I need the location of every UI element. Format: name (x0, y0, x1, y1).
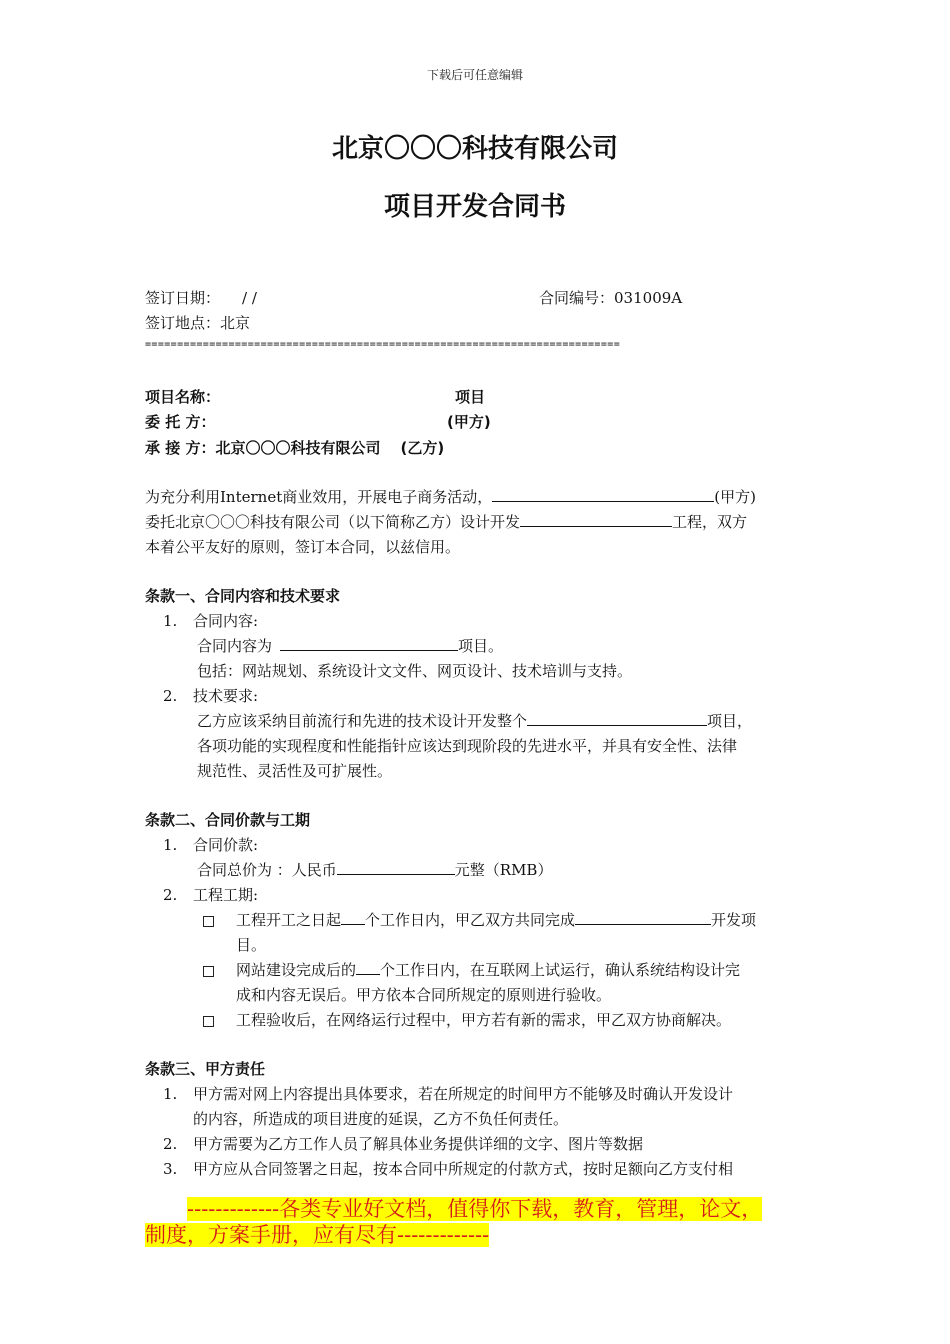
clause-1-heading: 条款一、合同内容和技术要求 (145, 587, 341, 605)
promo-text: -------------各类专业好文档，值得你下载，教育，管理，论文， (187, 1197, 763, 1221)
text-segment: 工程开工之日起 (236, 911, 342, 929)
item-number: 3. (163, 1160, 178, 1178)
clause-1-item-2-line-1 (197, 710, 752, 732)
blank-days (341, 909, 365, 925)
blank-client-name (492, 486, 714, 502)
contract-number (539, 287, 682, 309)
text-segment: 个工作日内，在互联网上试运行，确认系统结构设计完 (380, 961, 741, 979)
clause-2-item-1 (163, 834, 258, 856)
contract-title: 项目开发合同书 (383, 192, 566, 222)
intro-line-3: 本着公平友好的原则，签订本合同，以兹信用。 (145, 538, 461, 556)
sign-date (145, 287, 257, 309)
checkbox-square-icon (203, 1016, 214, 1027)
intro-line-1 (145, 486, 756, 508)
promo-line-1 (187, 1196, 762, 1222)
clause-2-bullet-2 (203, 959, 214, 981)
client-label: 委 托 方： (145, 413, 216, 431)
client-suffix: (甲方) (447, 413, 491, 431)
contract-no-label: 合同编号： (539, 289, 615, 307)
clause-2-bullet-1-line-1 (236, 909, 756, 931)
text-segment: 个工作日内，甲乙双方共同完成 (365, 911, 576, 929)
clause-1-item-1-line-2: 包括：网站规划、系统设计文文件、网页设计、技术培训与支持。 (197, 662, 633, 680)
clause-3-heading: 条款三、甲方责任 (145, 1060, 266, 1078)
sign-date-label: 签订日期： (145, 289, 221, 307)
sign-place-label: 签订地点： (145, 314, 221, 332)
clause-3-item-3 (163, 1158, 733, 1180)
blank-content (280, 635, 458, 651)
text-segment: 甲方需对网上内容提出具体要求，若在所规定的时间甲方不能够及时确认开发设计 (193, 1085, 734, 1103)
item-title: 工程工期: (193, 886, 259, 904)
intro-text-1a: 为充分利用Internet商业效用，开展电子商务活动， (145, 488, 493, 506)
header-note: 下载后可任意编辑 (426, 68, 523, 82)
item-number: 2. (163, 886, 178, 904)
intro-text-2b: 工程，双方 (672, 513, 748, 531)
text-segment: 合同内容为 (197, 637, 273, 655)
clause-2-heading: 条款二、合同价款与工期 (145, 811, 311, 829)
text-segment: 项目， (707, 712, 753, 730)
checkbox-square-icon (203, 916, 214, 927)
contractor-row (145, 437, 444, 459)
clause-2-bullet-2-line-1 (236, 959, 740, 981)
blank-project-name (520, 511, 672, 527)
blank-project (527, 710, 707, 726)
promo-line-2 (145, 1222, 489, 1248)
text-segment: 合同总价为 ：人民币 (197, 861, 337, 879)
divider-line: ========================================================================== (145, 339, 621, 350)
item-number: 1. (163, 836, 178, 854)
blank-days (356, 959, 380, 975)
clause-2-bullet-1-line-2: 目。 (236, 936, 267, 954)
clause-1-item-2 (163, 685, 258, 707)
project-name-row (145, 386, 220, 408)
blank-project (575, 909, 711, 925)
project-name-label: 项目名称： (145, 388, 221, 406)
text-segment: 甲方需要为乙方工作人员了解具体业务提供详细的文字、图片等数据 (193, 1135, 644, 1153)
blank-price (337, 859, 455, 875)
text-segment: 元整（RMB） (454, 861, 553, 879)
sign-place-value: 北京 (220, 314, 251, 332)
intro-line-2 (145, 511, 747, 533)
clause-2-item-2 (163, 884, 258, 906)
item-number: 1. (163, 612, 178, 630)
sign-place (145, 312, 250, 334)
item-number: 1. (163, 1085, 178, 1103)
clause-2-bullet-3-line-1: 工程验收后，在网络运行过程中，甲方若有新的需求，甲乙双方协商解决。 (236, 1011, 732, 1029)
text-segment: 网站建设完成后的 (236, 961, 357, 979)
clause-2-item-1-line-1 (197, 859, 552, 881)
clause-1-item-2-line-2: 各项功能的实现程度和性能指针应该达到现阶段的先进水平，并具有安全性、法律 (197, 737, 738, 755)
item-title: 合同价款: (193, 836, 259, 854)
contract-no-value: 031009A (614, 289, 683, 307)
clause-3-item-2 (163, 1133, 643, 1155)
item-number: 2. (163, 687, 178, 705)
text-segment: 甲方应从合同签署之日起，按本合同中所规定的付款方式，按时足额向乙方支付相 (193, 1160, 734, 1178)
clause-1-item-1-line-1 (197, 635, 503, 657)
clause-1-item-1 (163, 610, 258, 632)
clause-2-bullet-3 (203, 1009, 214, 1031)
text-segment: 乙方应该采纳目前流行和先进的技术设计开发整个 (197, 712, 528, 730)
text-segment: 项目。 (458, 637, 504, 655)
intro-text-2a: 委托北京〇〇〇科技有限公司（以下简称乙方）设计开发 (145, 513, 521, 531)
project-name-suffix: 项目 (455, 388, 486, 406)
text-segment: 开发项 (711, 911, 757, 929)
item-title: 合同内容: (193, 612, 259, 630)
checkbox-square-icon (203, 966, 214, 977)
sign-date-value: / / (242, 289, 257, 307)
intro-text-1b: (甲方) (714, 488, 756, 506)
contractor-label: 承 接 方： (145, 439, 216, 457)
item-number: 2. (163, 1135, 178, 1153)
clause-1-item-2-line-3: 规范性、灵活性及可扩展性。 (197, 762, 393, 780)
clause-3-item-1-line-2: 的内容，所造成的项目进度的延误，乙方不负任何责任。 (193, 1110, 569, 1128)
clause-2-bullet-2-line-2: 成和内容无误后。甲方依本合同所规定的原则进行验收。 (236, 986, 612, 1004)
company-title: 北京〇〇〇科技有限公司 (331, 134, 618, 164)
clause-2-bullet-1 (203, 909, 214, 931)
contractor-suffix: (乙方) (400, 439, 445, 457)
item-title: 技术要求: (193, 687, 259, 705)
contractor-value: 北京〇〇〇科技有限公司 (215, 439, 381, 457)
promo-text: 制度，方案手册，应有尽有------------- (145, 1223, 490, 1247)
clause-3-item-1 (163, 1083, 733, 1105)
